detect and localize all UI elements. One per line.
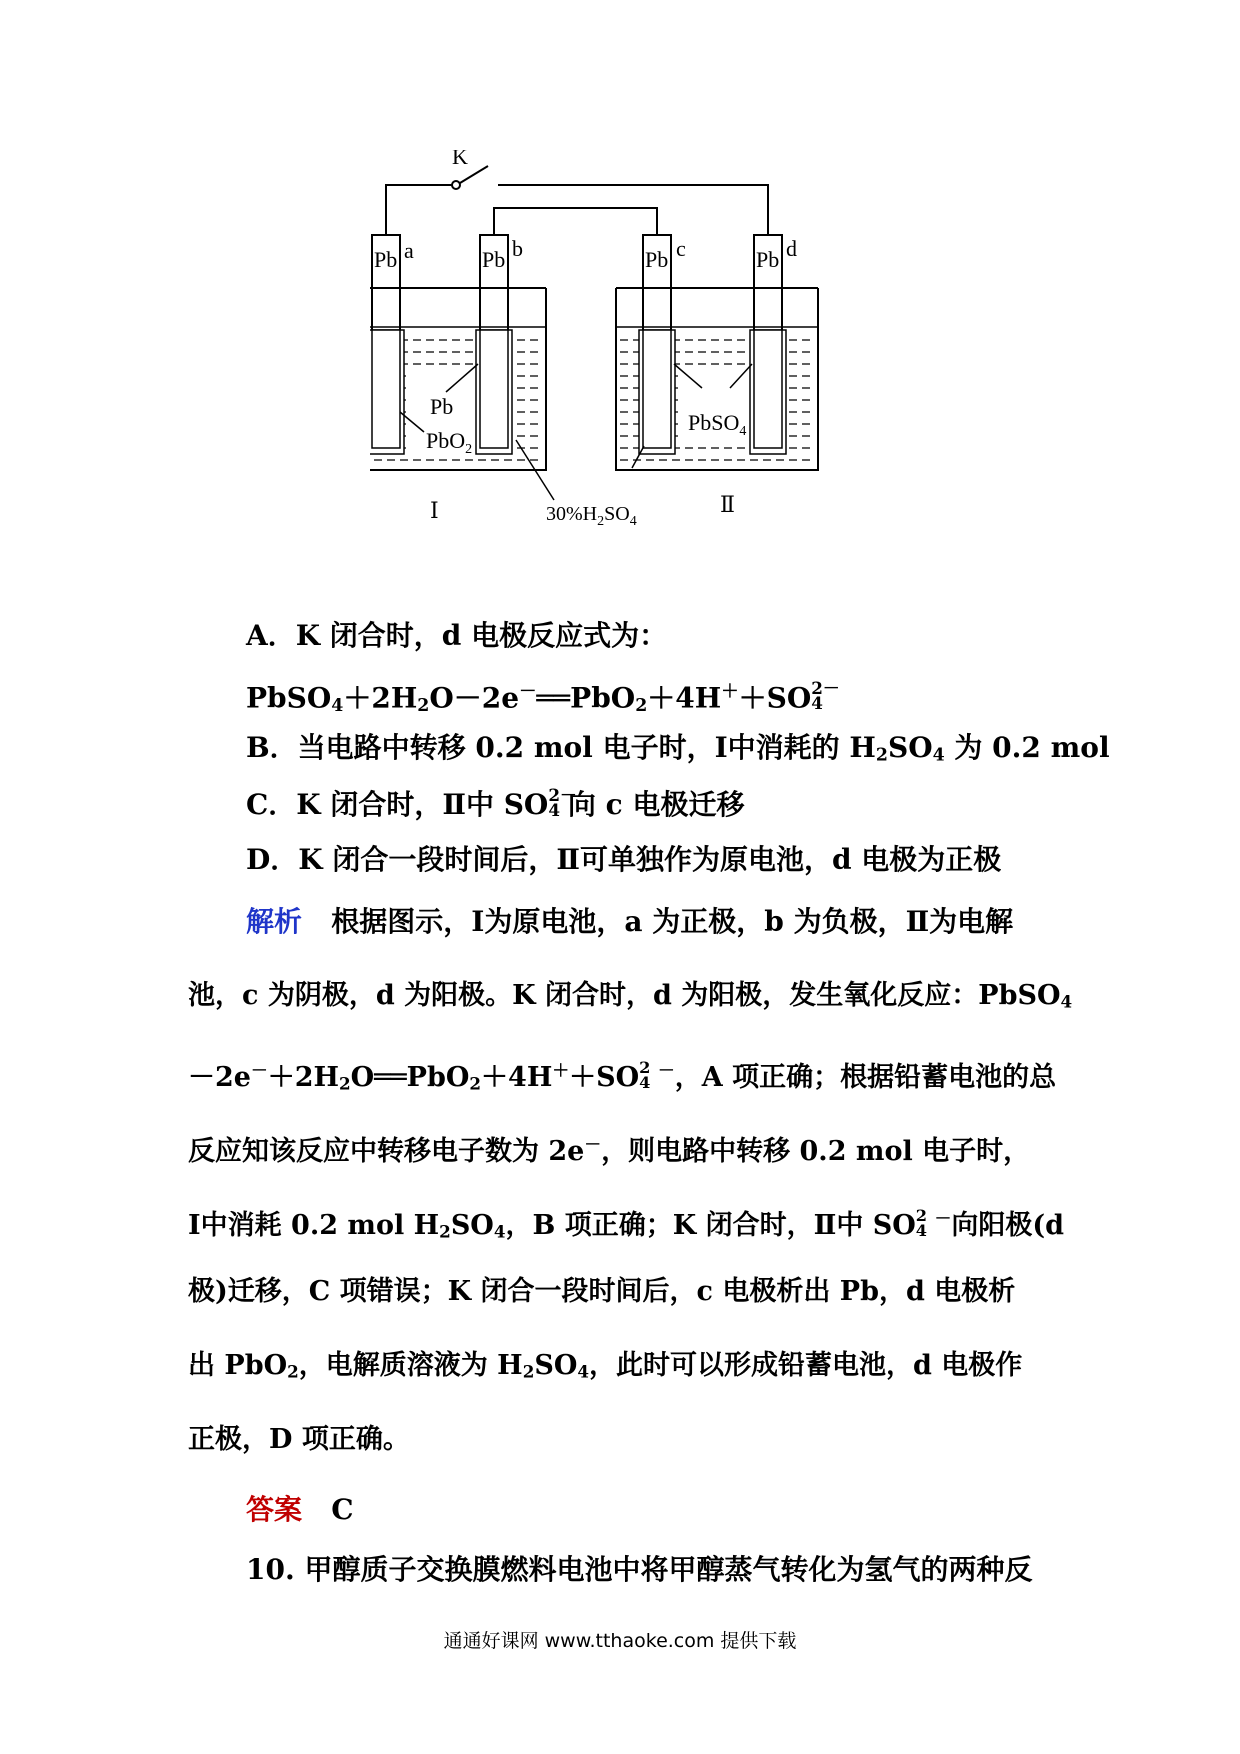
electrode-b-letter: b [512,236,523,261]
analysis-line-2: 池，c 为阴极，d 为阳极。K 闭合时，d 为阳极，发生氧化反应：PbSO$_4$ [188,980,1073,1012]
analysis-line-6: 极)迁移，C 项错误；K 闭合一段时间后，c 电极析出 Pb，d 电极析 [188,1276,1016,1307]
cell2-name: Ⅱ [720,492,735,517]
analysis-line-5: Ⅰ中消耗 0.2 mol $H_2SO_4$，B 项正确；K 闭合时，Ⅱ中 SO 2 4 －向阳极(d [188,1206,1065,1242]
cell1-pb-label: Pb [430,394,454,419]
footer-watermark: 通通好课网 www.tthaoke.com 提供下载 [443,1630,797,1652]
analysis-line-4: 反应知该反应中转移电子数为 2e－，则电路中转移 0.2 mol 电子时， [188,1134,1031,1168]
electrode-b-metal: Pb [482,247,506,272]
electrode-d-letter: d [786,236,797,261]
cell1-pbo2-label: PbO$_2$ [426,428,473,457]
cell2-pbso4-label: PbSO$_4$ [688,410,747,439]
electrode-d-metal: Pb [756,247,780,272]
answer-line [246,1492,354,1528]
option-d: D．K 闭合一段时间后，Ⅱ可单独作为原电池，d 电极为正极 [246,843,1002,876]
answer-label: 答案 [246,1493,303,1526]
cell-diagram-svg [370,150,930,590]
electrode-a-metal: Pb [374,247,398,272]
switch-label: K [452,150,468,169]
analysis-label: 解析 [246,905,303,938]
analysis-line-8: 正极，D 项正确。 [188,1424,410,1455]
electrode-c-letter: c [676,236,686,261]
analysis-line-3: $-2e^-+2H_2O══PbO_2+4H^++SO$ 2 4 －，A 项正确；根据铅蓄电池的总 [188,1058,1057,1094]
analysis-line-7: 出 PbO$_2$，电解质溶液为 $H_2SO_4$，此时可以形成铅蓄电池，d 电极作 [188,1350,1023,1382]
electrode-a-letter: a [404,238,414,263]
option-b: B．当电路中转移 0.2 mol 电子时，Ⅰ中消耗的 $H_2SO_4$ 为 0.2 mol [246,731,1110,766]
electrolyte-label: $30\%H_2SO_4$ [546,503,637,529]
cell1-name: Ⅰ [430,498,439,523]
electrochemistry-diagram [370,150,930,590]
analysis-line-1: 解析 根据图示，Ⅰ为原电池，a 为正极，b 为负极，Ⅱ为电解 [246,905,1014,938]
option-a-text: A．K 闭合时，d 电极反应式为： [246,619,668,652]
answer-value: C [331,1493,354,1526]
option-a-equation: $PbSO_4+2H_2O-2e^-══PbO_2+4H^++SO$ 2－ 4 [246,678,840,716]
next-question: 10. 甲醇质子交换膜燃料电池中将甲醇蒸气转化为氢气的两种反 [246,1553,1033,1586]
electrode-c-metal: Pb [645,247,669,272]
option-c: C．K 闭合时，Ⅱ中 SO 2－ 4 向 c 电极迁移 [246,784,745,821]
